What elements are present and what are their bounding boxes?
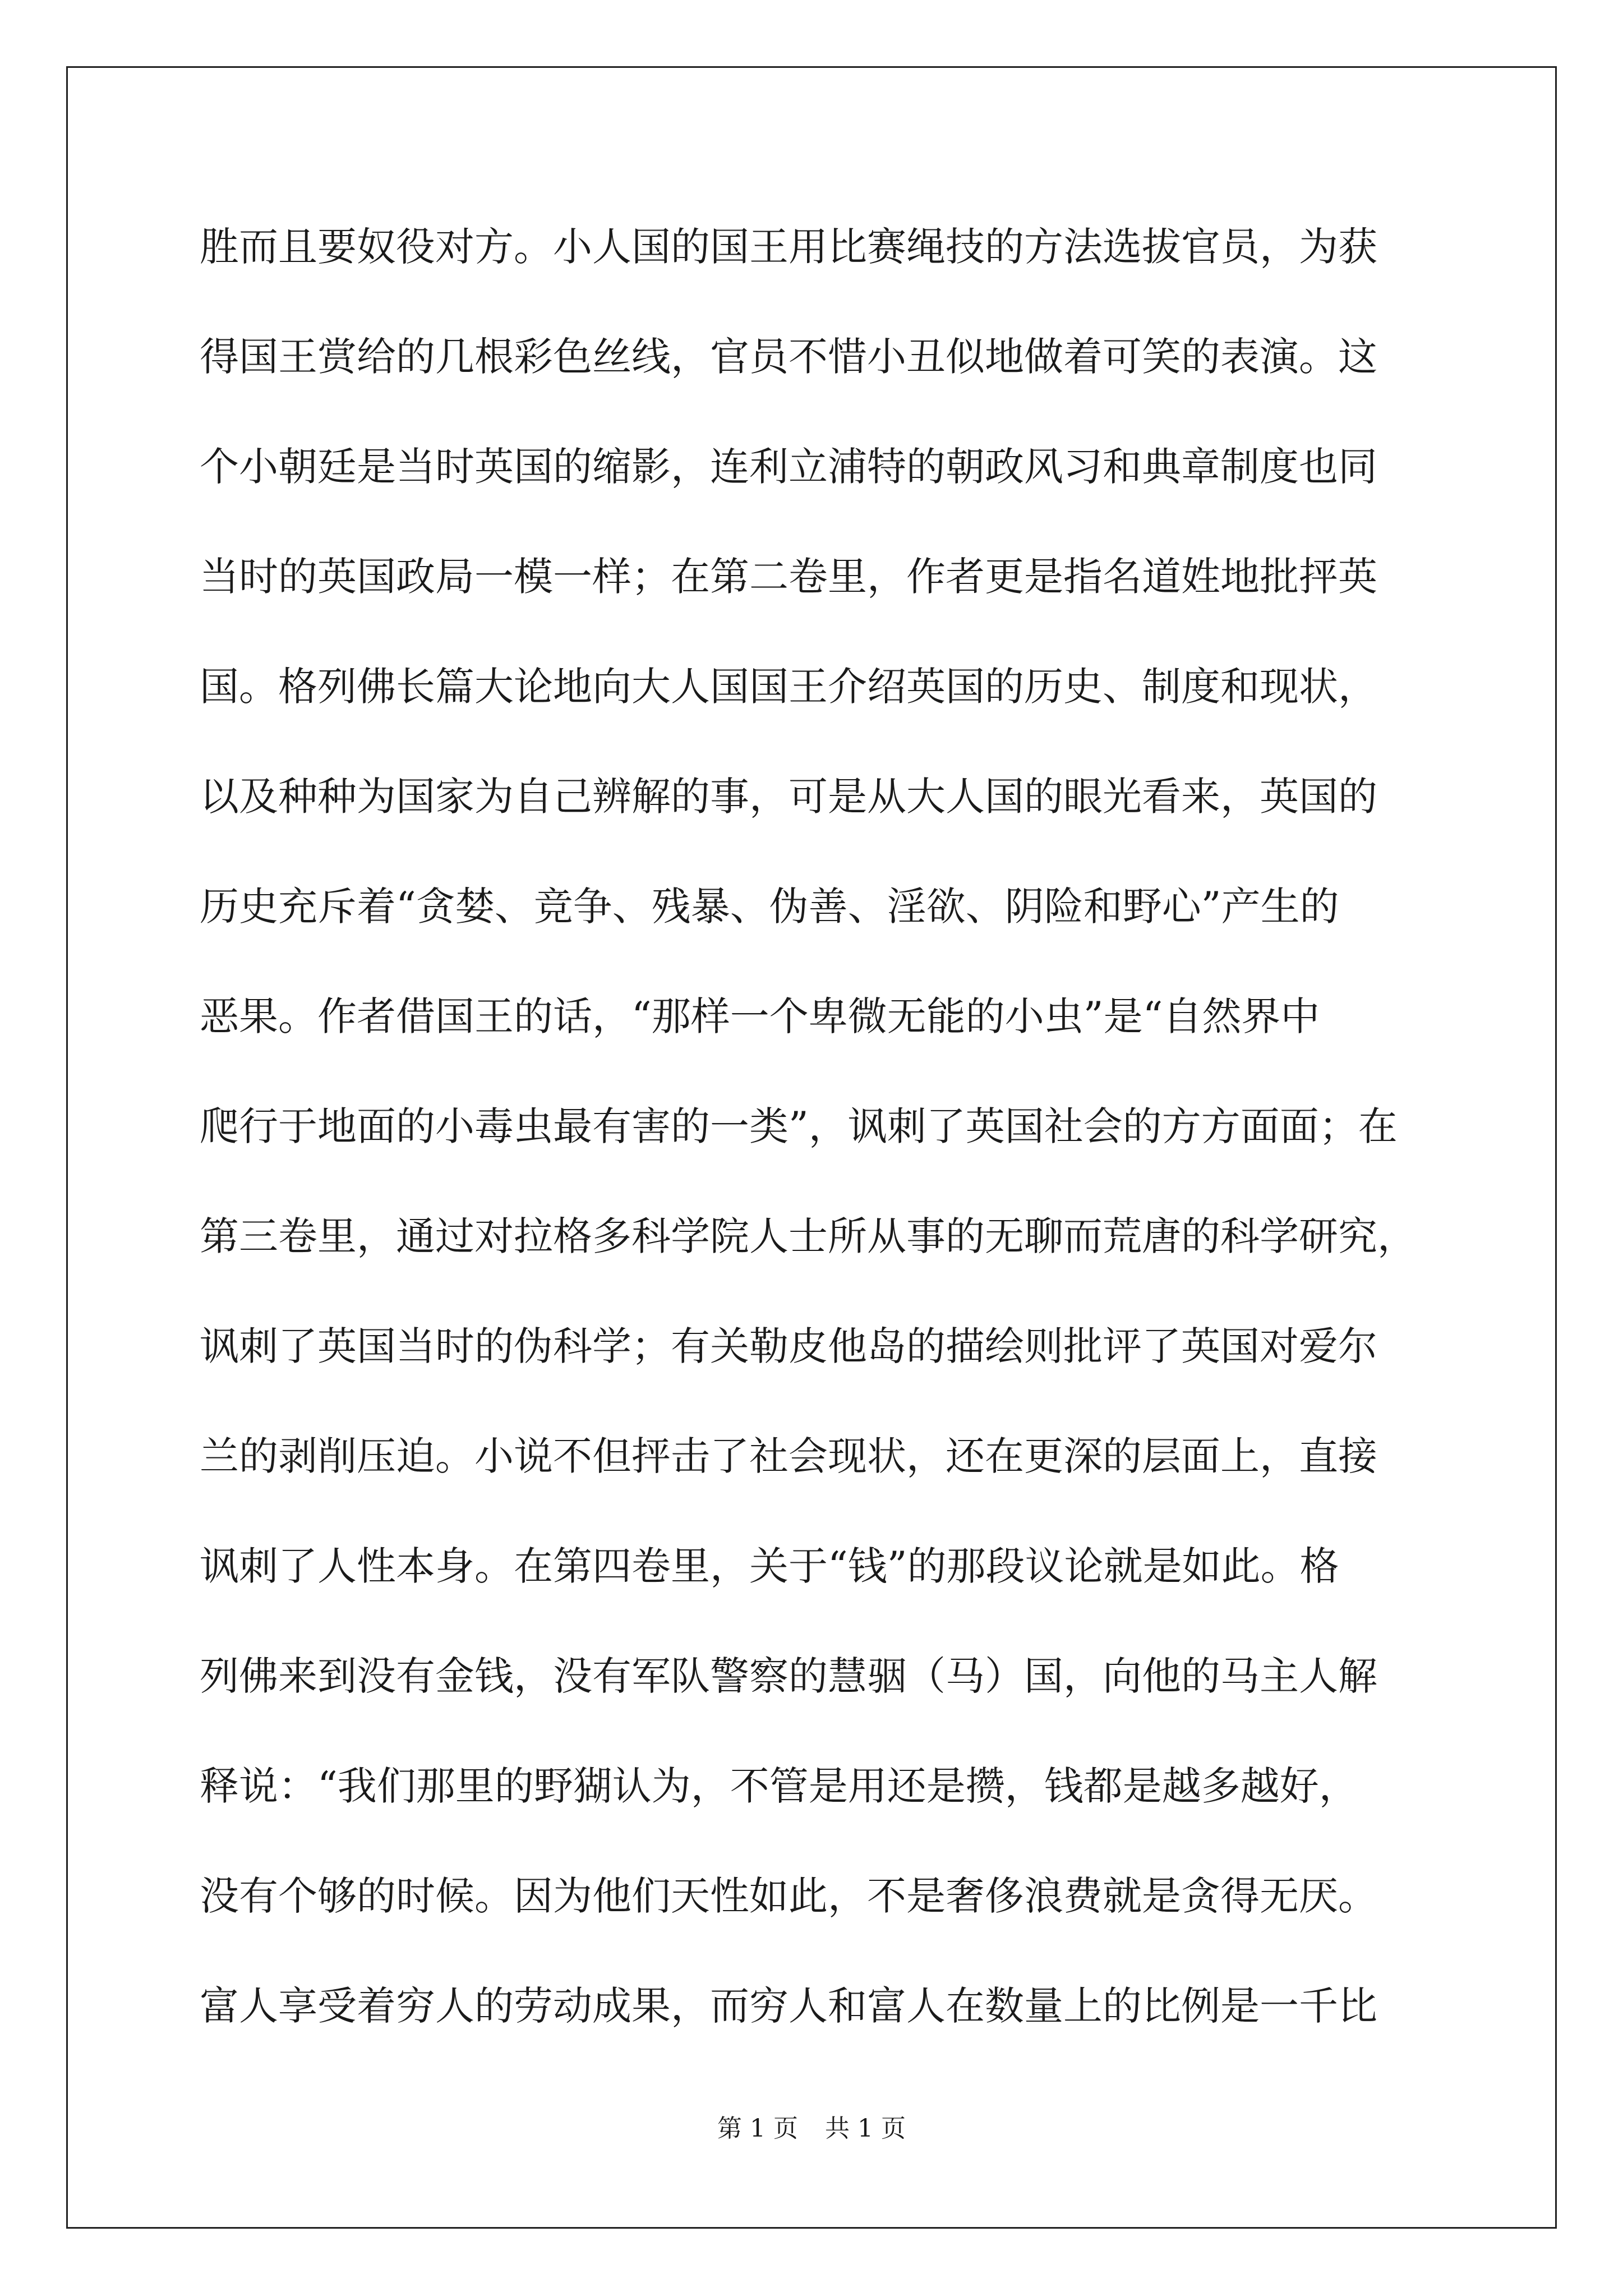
- text-line: 国。格列佛长篇大论地向大人国国王介绍英国的历史、制度和现状，: [200, 664, 1377, 710]
- text-line: 个小朝廷是当时英国的缩影，连利立浦特的朝政风习和典章制度也同: [200, 444, 1377, 490]
- page-footer: [0, 2112, 1623, 2146]
- text-line: 释说：“我们那里的野猢认为，不管是用还是攒，钱都是越多越好，: [200, 1763, 1358, 1809]
- text-line: 历史充斥着“贪婪、竞争、残暴、伪善、淫欲、阴险和野心”产生的: [200, 884, 1339, 930]
- text-line: 恶果。作者借国王的话，“那样一个卑微无能的小虫”是“自然界中: [200, 993, 1320, 1039]
- text-line: 讽刺了英国当时的伪科学；有关勒皮他岛的描绘则批评了英国对爱尔: [200, 1323, 1377, 1369]
- text-line: 没有个够的时候。因为他们天性如此，不是奢侈浪费就是贪得无厌。: [200, 1873, 1377, 1919]
- body-text: [200, 213, 1433, 2082]
- page-number: 第 1 页: [717, 2114, 798, 2143]
- text-line: 以及种种为国家为自己辨解的事，可是从大人国的眼光看来，英国的: [200, 774, 1377, 820]
- text-line: 当时的英国政局一模一样；在第二卷里，作者更是指名道姓地批抨英: [200, 554, 1377, 600]
- text-line: 列佛来到没有金钱，没有军队警察的慧骃（马）国，向他的马主人解: [200, 1653, 1377, 1699]
- text-line: 得国王赏给的几根彩色丝线，官员不惜小丑似地做着可笑的表演。这: [200, 334, 1377, 380]
- text-line: 讽刺了人性本身。在第四卷里，关于“钱”的那段议论就是如此。格: [200, 1543, 1339, 1589]
- text-line: 爬行于地面的小毒虫最有害的一类”，讽刺了英国社会的方方面面；在: [200, 1103, 1398, 1149]
- text-line: 富人享受着穷人的劳动成果，而穷人和富人在数量上的比例是一千比: [200, 1983, 1377, 2029]
- text-line: 兰的剥削压迫。小说不但抨击了社会现状，还在更深的层面上，直接: [200, 1433, 1377, 1479]
- page-total: 共 1 页: [825, 2114, 906, 2143]
- text-line: 胜而且要奴役对方。小人国的国王用比赛绳技的方法选拔官员，为获: [200, 224, 1377, 270]
- text-line: 第三卷里，通过对拉格多科学院人士所从事的无聊而荒唐的科学研究，: [200, 1213, 1417, 1259]
